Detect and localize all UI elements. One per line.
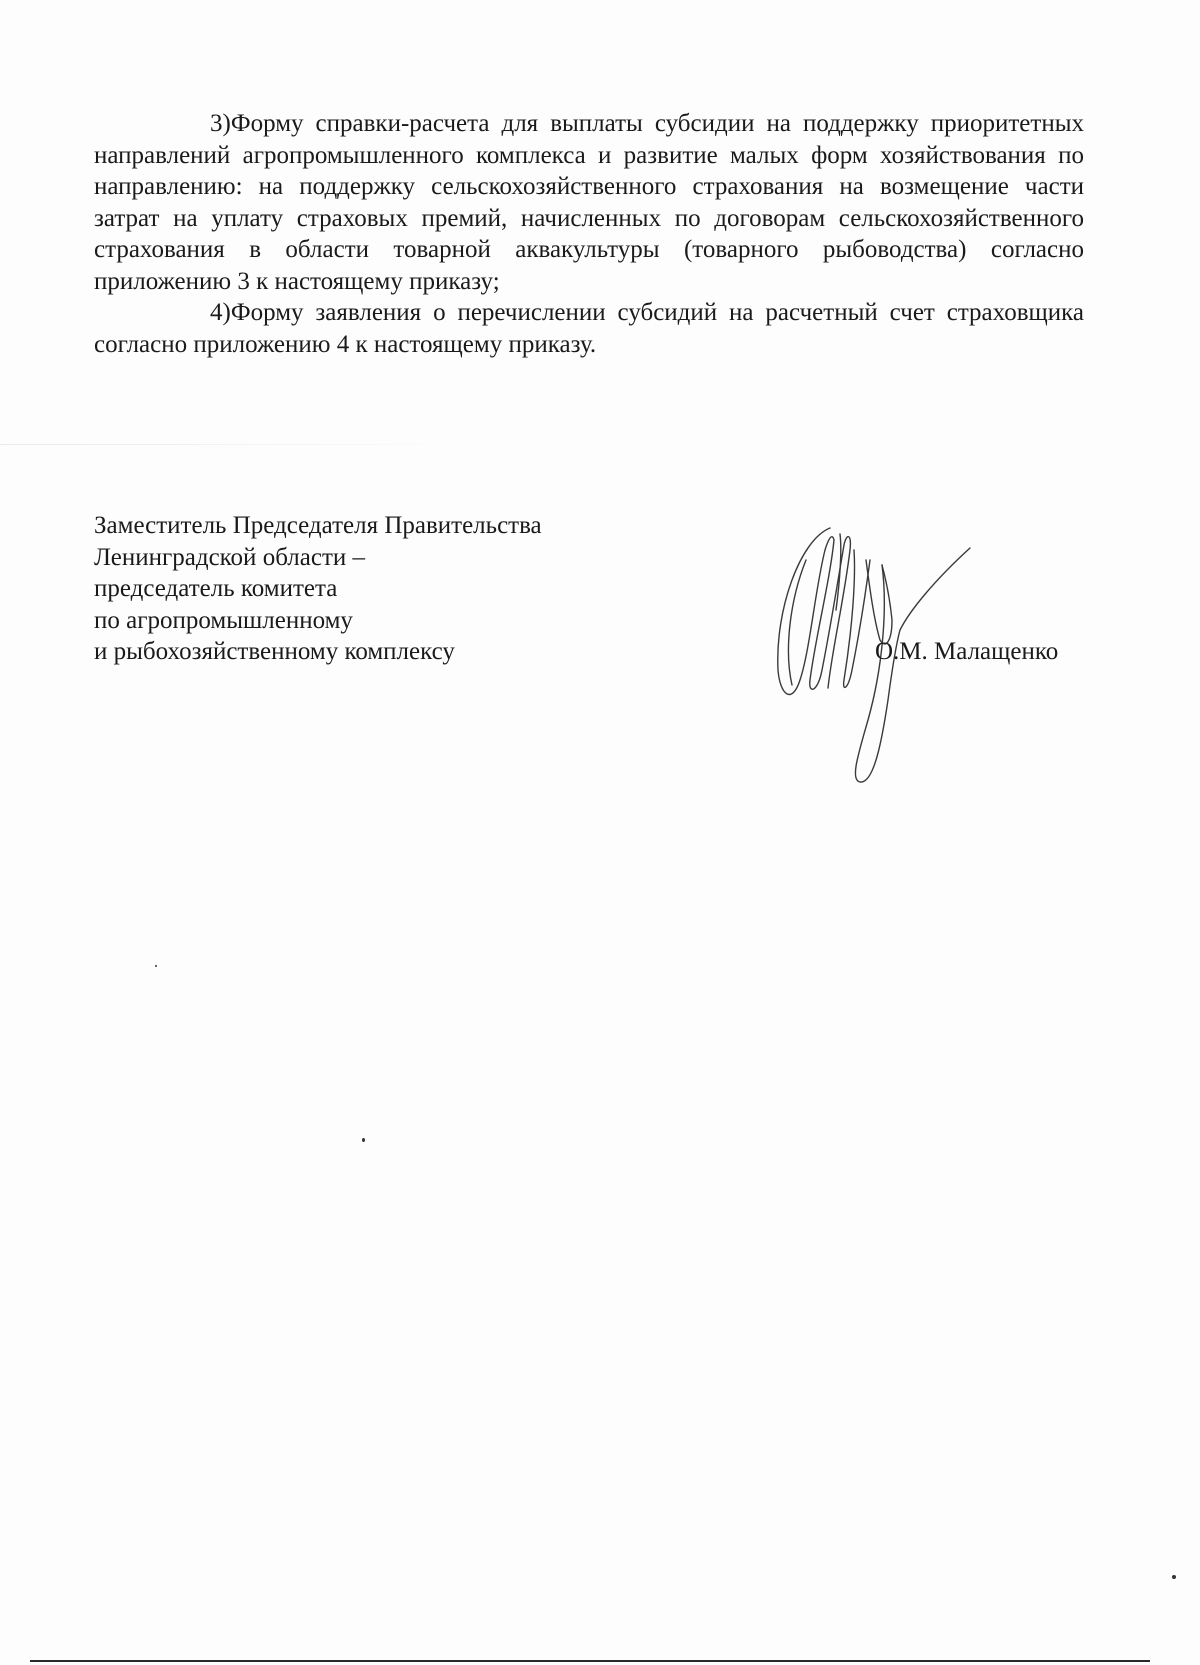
position-line: Заместитель Председателя Правительства — [94, 512, 542, 539]
document-body — [94, 108, 1084, 360]
signer-name: О.М. Малащенко — [875, 638, 1059, 665]
paragraph-item-4 — [94, 297, 1084, 360]
position-line: по агропромышленному — [94, 606, 353, 634]
position-line: председатель комитета — [94, 575, 338, 602]
scan-speck — [155, 965, 157, 967]
paragraph-item-3 — [94, 108, 1084, 297]
scan-speck — [362, 1138, 365, 1142]
paragraph-number: 3) — [210, 110, 231, 137]
scan-speck — [1172, 1575, 1176, 1579]
paragraph-number: 4) — [210, 299, 231, 326]
paragraph-text: Форму справки-расчета для выплаты субсидии на поддержку приоритетных направлений агропромышленного комплекса и развитие малых форм хозяйствования по направлению: на поддержку сельскохозяйственного страхования на возмещение части затрат на уплату страховых премий, начисленных по договорам сельскохозяйственного страхования в области товарной аквакультуры (товарного рыбоводства) согласно приложению 3 к настоящему приказу; — [94, 110, 1084, 295]
signatory-position — [94, 510, 654, 668]
position-line: Ленинградской области – — [94, 543, 366, 571]
scan-bottom-edge — [30, 1660, 1150, 1662]
position-line: и рыбохозяйственному комплексу — [94, 638, 455, 665]
scan-artifact-line — [0, 444, 1200, 445]
paragraph-text: Форму заявления о перечислении субсидий на расчетный счет страховщика согласно приложению 4 к настоящему приказу. — [94, 299, 1084, 358]
